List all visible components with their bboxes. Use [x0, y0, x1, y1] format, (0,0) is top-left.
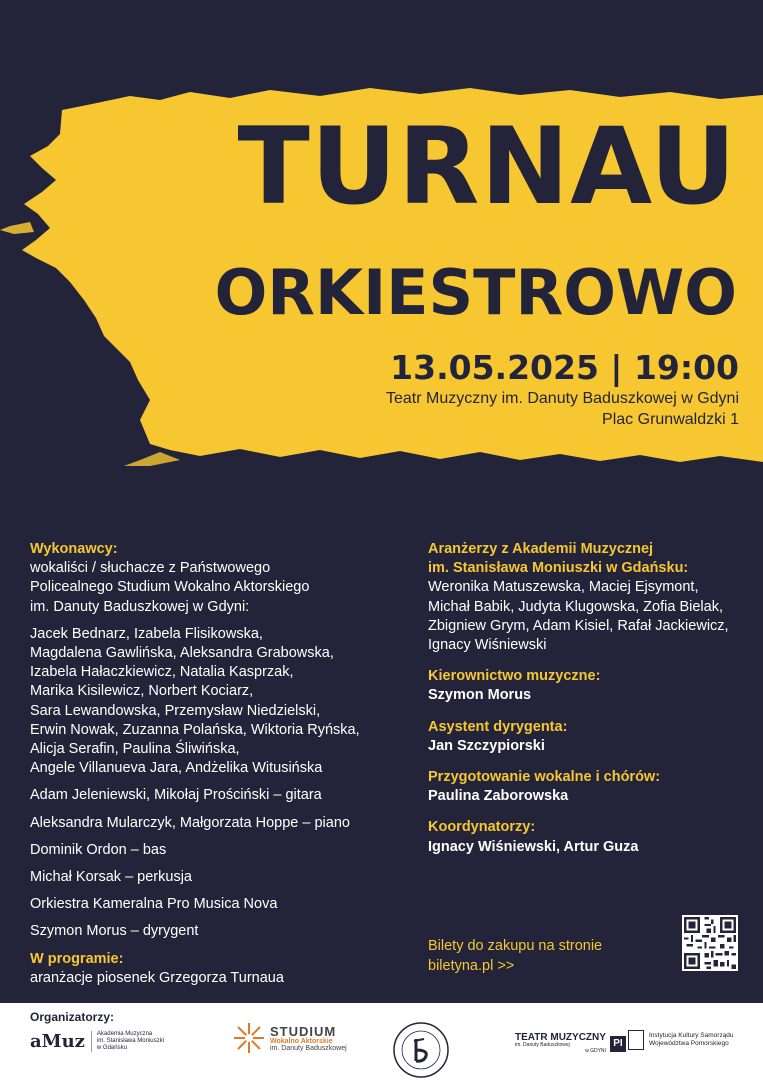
- musical-direction-label: Kierownictwo muzyczne:: [428, 668, 601, 685]
- arrangers-label: im. Stanisława Moniuszki w Gdańsku:: [428, 560, 689, 577]
- pomorskie-text-line: Instytucja Kultury Samorządu: [649, 1032, 734, 1039]
- coordinators: Ignacy Wiśniewski, Artur Guza: [428, 838, 639, 855]
- venue-info: [386, 388, 739, 430]
- studium-text: [270, 1025, 347, 1052]
- venue-address: Plac Grunwaldzki 1: [602, 411, 739, 428]
- musician-line: Aleksandra Mularczyk, Małgorzata Hoppe – piano: [30, 814, 350, 831]
- tickets-text: Bilety do zakupu na stronie: [428, 938, 603, 954]
- amuz-mark: aMuz: [30, 1031, 85, 1052]
- musical-direction: Szymon Morus: [428, 687, 532, 704]
- singers-line: Marika Kisilewicz, Norbert Kociarz,: [30, 683, 254, 700]
- pomorskie-crest-icon: [628, 1030, 644, 1050]
- pomorskie-logo: [628, 1030, 734, 1050]
- baduszkowa-seal-icon: [392, 1021, 450, 1079]
- singers-line: Angele Villanueva Jara, Andżelika Witusińska: [30, 760, 323, 777]
- amuz-text-line: im. Stanisława Moniuszki: [96, 1038, 164, 1044]
- pomorskie-text: [649, 1032, 734, 1048]
- performers-intro-line: im. Danuty Baduszkowej w Gdyni:: [30, 598, 250, 615]
- credits-column: [428, 540, 748, 857]
- venue-name: Teatr Muzyczny im. Danuty Baduszkowej w Gdyni: [385, 390, 739, 407]
- concert-title: TURNAU: [237, 105, 737, 228]
- teatr-subtitle: im. Danuty Baduszkowej: [515, 1042, 570, 1048]
- performers-label: Wykonawcy:: [30, 541, 118, 557]
- arrangers-line: Zbigniew Grym, Adam Kisiel, Rafał Jackiewicz,: [428, 617, 729, 634]
- organizers-label: Organizatorzy:: [30, 1010, 115, 1024]
- assistant-label: Asystent dyrygenta:: [428, 718, 568, 735]
- vocal-prep-label: Przygotowanie wokalne i chórów:: [428, 769, 661, 786]
- qr-code[interactable]: [682, 915, 738, 971]
- musician-line: Orkiestra Kameralna Pro Musica Nova: [30, 896, 278, 913]
- concert-subtitle: ORKIESTROWO: [214, 256, 737, 329]
- studium-sub2: im. Danuty Baduszkowej: [270, 1044, 347, 1052]
- teatr-city: w GDYNI: [585, 1047, 606, 1054]
- tickets-info: [428, 936, 602, 976]
- organizers-footer: [0, 1003, 763, 1080]
- singers-line: Erwin Nowak, Zuzanna Polańska, Wiktoria Ryńska,: [30, 721, 360, 738]
- arrangers-line: Weronika Matuszewska, Maciej Ejsymont,: [428, 579, 699, 596]
- singers-line: Jacek Bednarz, Izabela Flisikowska,: [30, 625, 263, 642]
- coordinators-label: Koordynatorzy:: [428, 819, 536, 836]
- arrangers-label: Aranżerzy z Akademii Muzycznej: [428, 541, 654, 557]
- amuz-text: [91, 1031, 164, 1052]
- musician-line: Adam Jeleniewski, Mikołaj Prościński – gitara: [30, 787, 322, 804]
- teatr-text: [515, 1033, 606, 1054]
- singers-line: Izabela Hałaczkiewicz, Natalia Kasprzak,: [30, 664, 294, 681]
- musician-line: Szymon Morus – dyrygent: [30, 923, 199, 940]
- pomorskie-text-line: Województwa Pomorskiego: [649, 1040, 729, 1047]
- tickets-link[interactable]: biletyna.pl >>: [428, 958, 515, 974]
- teatr-mark: PI: [610, 1036, 626, 1052]
- performers-intro-line: wokaliści / słuchacze z Państwowego: [30, 560, 271, 577]
- studium-sub: Wokalno Aktorskie: [270, 1037, 333, 1045]
- amuz-logo: [30, 1031, 164, 1052]
- program-text: aranżacje piosenek Grzegorza Turnaua: [30, 969, 284, 986]
- teatr-name: TEATR MUZYCZNY: [515, 1032, 606, 1043]
- singers-line: Sara Lewandowska, Przemysław Niedzielski,: [30, 702, 321, 719]
- amuz-text-line: Akademia Muzyczna: [96, 1031, 153, 1037]
- vocal-prep: Paulina Zaborowska: [428, 788, 569, 805]
- assistant: Jan Szczypiorski: [428, 737, 545, 754]
- program-label: W programie:: [30, 950, 124, 967]
- arrangers-line: Michał Babik, Judyta Klugowska, Zofia Bielak,: [428, 598, 723, 615]
- singers-line: Alicja Serafin, Paulina Śliwińska,: [30, 741, 240, 758]
- teatr-muzyczny-logo: [515, 1033, 626, 1054]
- singers-line: Magdalena Gawlińska, Aleksandra Grabowska,: [30, 645, 334, 662]
- arrangers-line: Ignacy Wiśniewski: [428, 637, 547, 654]
- sunburst-icon: [232, 1021, 266, 1055]
- performers-intro-line: Policealnego Studium Wokalno Aktorskiego: [30, 579, 310, 596]
- musician-line: Dominik Ordon – bas: [30, 841, 167, 858]
- concert-datetime: 13.05.2025 | 19:00: [390, 348, 739, 387]
- amuz-text-line: w Gdańsku: [96, 1045, 127, 1051]
- performers-column: [30, 540, 400, 988]
- studium-name: STUDIUM: [270, 1023, 337, 1039]
- musician-line: Michał Korsak – perkusja: [30, 869, 192, 886]
- studium-logo: [232, 1021, 347, 1055]
